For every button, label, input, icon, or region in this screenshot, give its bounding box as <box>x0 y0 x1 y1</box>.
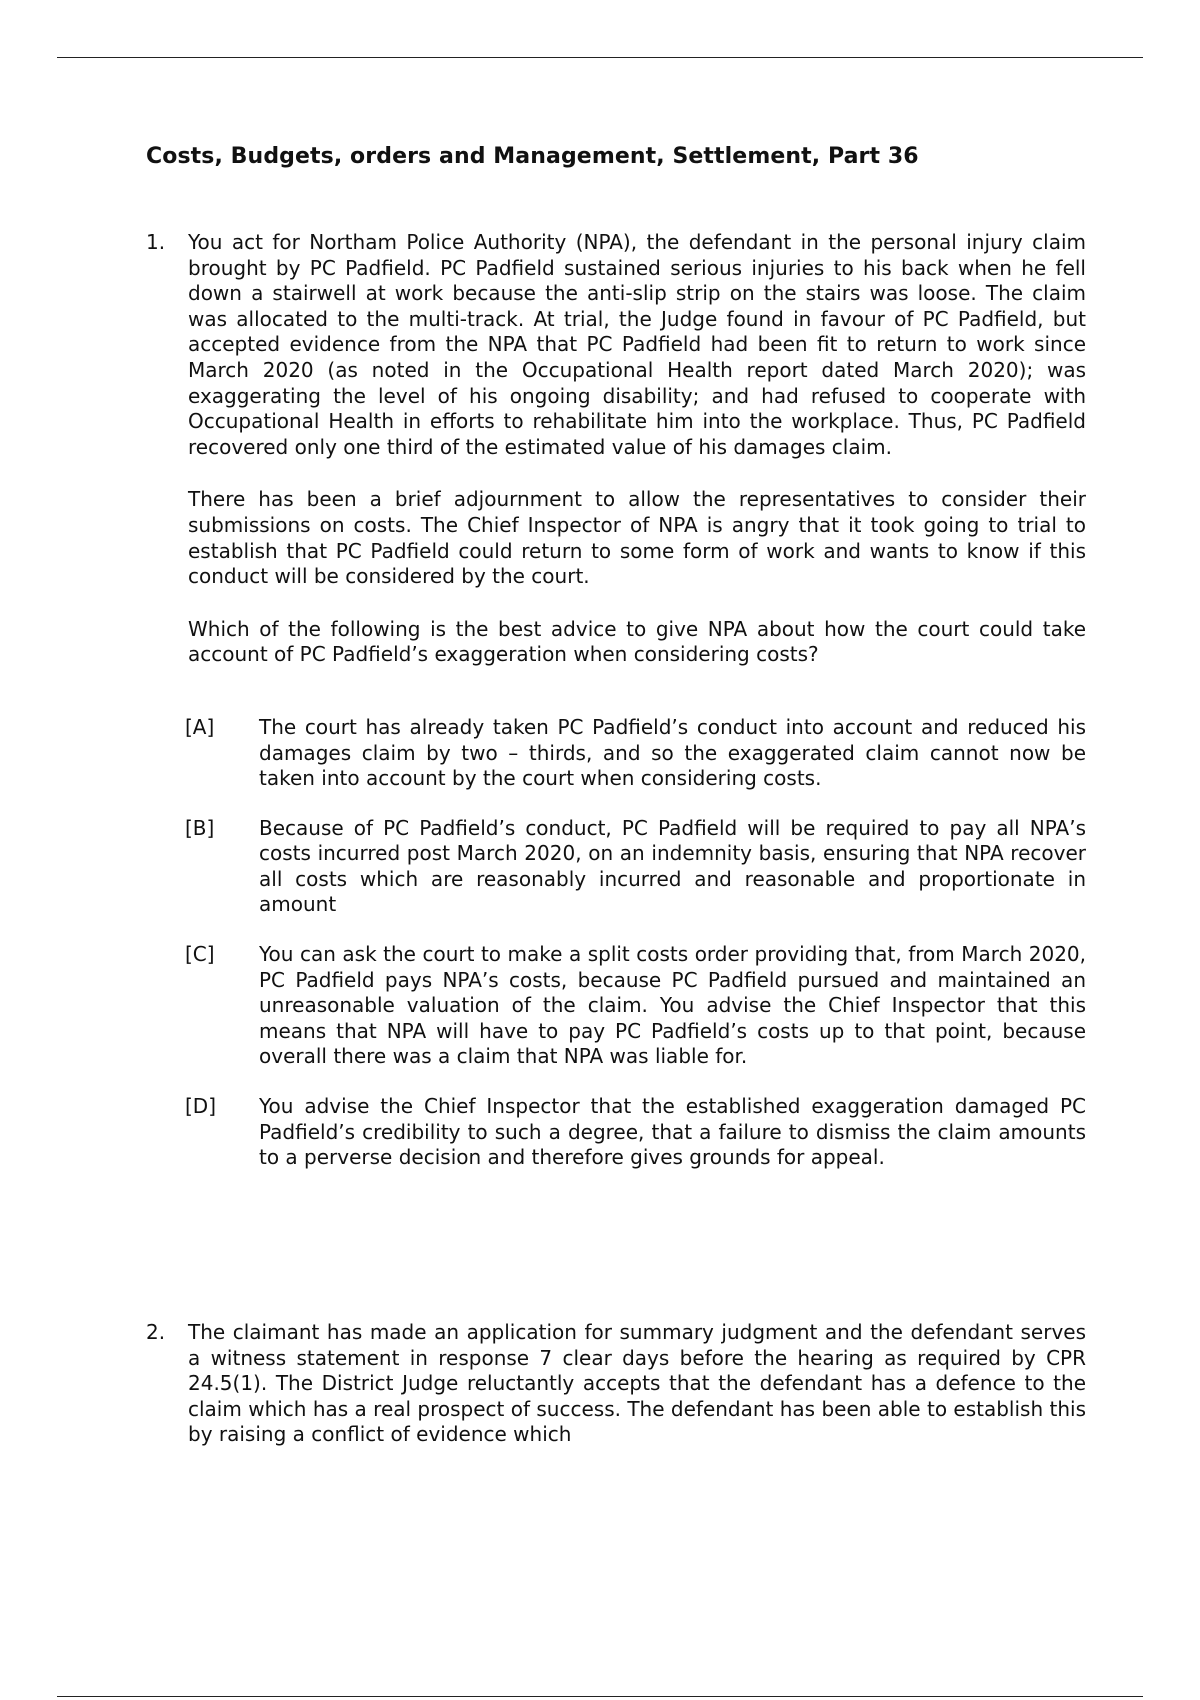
answer-option-b[interactable] <box>185 815 1086 918</box>
question-paragraph: The claimant has made an application for summary judgment and the defendant serves a witness statement in response 7 clear days before the hearing as required by CPR 24.5(1). The District Judge reluctantly accepts that the defendant has a defence to the claim which has a real prospect of success. The defendant has been able to establish this by raising a conflict of evidence which <box>188 1320 1086 1447</box>
option-text: You can ask the court to make a split costs order providing that, from March 2020, PC Padfield pays NPA’s costs, because PC Padfield pursued and maintained an unreasonable valuation of the claim. You advise the Chief Inspector that this means that NPA will have to pay PC Padfield’s costs up to that point, because overall there was a claim that NPA was liable for. <box>259 942 1086 1069</box>
question-1 <box>146 230 1086 1195</box>
option-letter: [C] <box>185 942 215 967</box>
page-title: Costs, Budgets, orders and Management, Settlement, Part 36 <box>146 144 919 169</box>
option-letter: [B] <box>185 815 215 840</box>
footer-rule <box>57 1696 1143 1697</box>
question-number: 2. <box>146 1320 166 1344</box>
header-rule <box>57 57 1143 58</box>
question-number: 1. <box>146 230 166 254</box>
option-text: The court has already taken PC Padfield’s conduct into account and reduced his damages claim by two – thirds, and so the exaggerated claim cannot now be taken into account by the court when considering costs. <box>259 714 1086 791</box>
answer-option-c[interactable] <box>185 942 1086 1070</box>
question-2 <box>146 1320 1086 1475</box>
answer-options <box>185 714 1086 1171</box>
option-letter: [D] <box>185 1094 217 1119</box>
option-text: Because of PC Padfield’s conduct, PC Padfield will be required to pay all NPA’s costs incurred post March 2020, on an indemnity basis, ensuring that NPA recover all costs which are reasonably incurred and reasonable and proportionate in amount <box>259 815 1086 917</box>
option-letter: [A] <box>185 714 215 739</box>
question-body <box>188 1320 1086 1448</box>
answer-option-d[interactable] <box>185 1094 1086 1171</box>
question-paragraph: There has been a brief adjournment to allow the representatives to consider their submissions on costs. The Chief Inspector of NPA is angry that it took going to trial to establish that PC Padfield could return to some form of work and wants to know if this conduct will be considered by the court. <box>188 487 1086 589</box>
question-paragraph: You act for Northam Police Authority (NPA), the defendant in the personal injury claim brought by PC Padfield. PC Padfield sustained serious injuries to his back when he fell down a stairwell at work because the anti-slip strip on the stairs was loose. The claim was allocated to the multi-track. At trial, the Judge found in favour of PC Padfield, but accepted evidence from the NPA that PC Padfield had been fit to return to work since March 2020 (as noted in the Occupational Health report dated March 2020); was exaggerating the level of his ongoing disability; and had refused to cooperate with Occupational Health in efforts to rehabilitate him into the workplace. Thus, PC Padfield recovered only one third of the estimated value of his damages claim. <box>188 230 1086 459</box>
option-text: You advise the Chief Inspector that the established exaggeration damaged PC Padfield’s credibility to such a degree, that a failure to dismiss the claim amounts to a perverse decision and therefore gives grounds for appeal. <box>259 1094 1086 1170</box>
question-body <box>185 230 1086 1171</box>
question-prompt: Which of the following is the best advice to give NPA about how the court could take account of PC Padfield’s exaggeration when considering costs? <box>188 616 1086 667</box>
answer-option-a[interactable] <box>185 714 1086 792</box>
